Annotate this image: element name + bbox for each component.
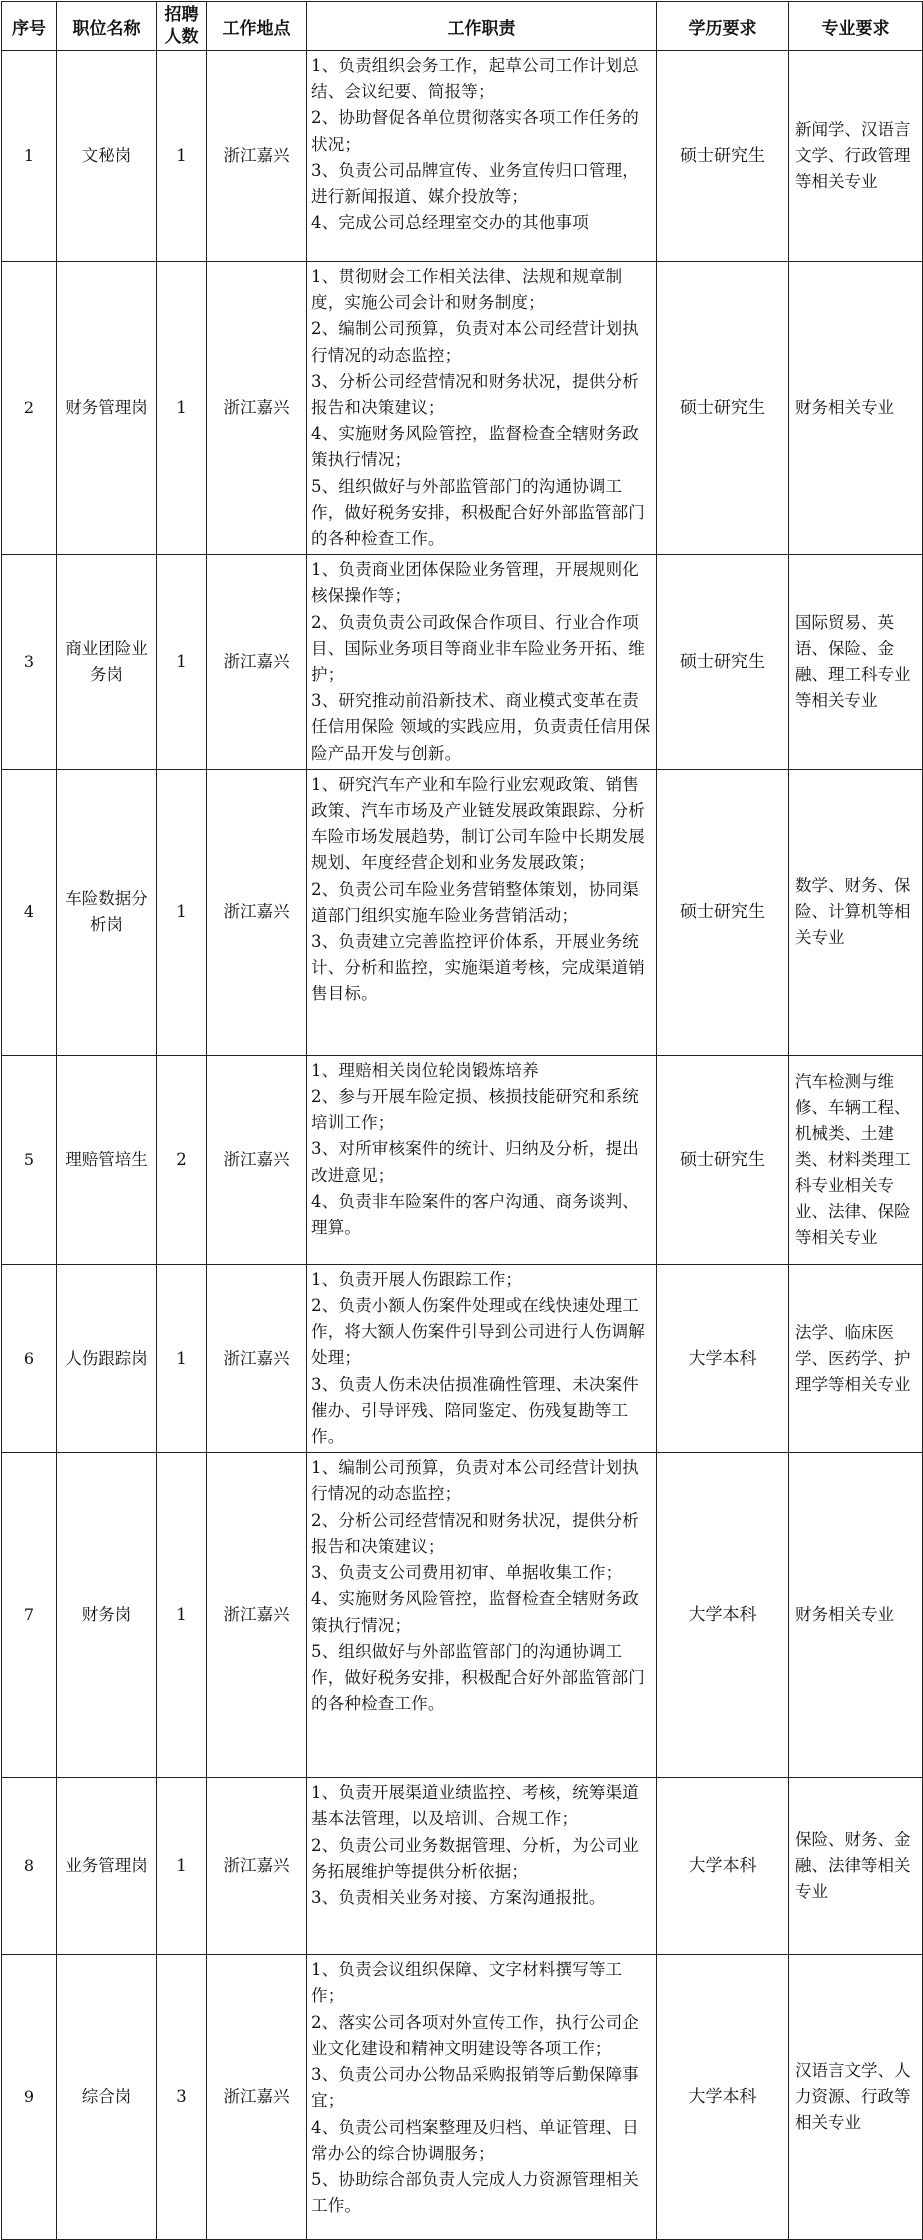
header-position: 职位名称 <box>57 2 157 51</box>
cell-major: 数学、财务、保险、计算机等相关专业 <box>789 769 923 1055</box>
cell-major: 财务相关专业 <box>789 262 923 555</box>
cell-education: 硕士研究生 <box>657 769 789 1055</box>
header-count: 招聘人数 <box>157 2 207 51</box>
table-row <box>2 769 923 1055</box>
cell-location: 浙江嘉兴 <box>207 51 307 262</box>
cell-education: 大学本科 <box>657 1453 789 1778</box>
duties-text: 1、负责开展渠道业绩监控、考核，统筹渠道基本法管理，以及培训、合规工作； 2、负责公司业务数据管理、分析，为公司业务拓展维护等提供分析依据； 3、负责相关业务对接、方案沟通报批。 <box>311 1783 639 1908</box>
cell-duties <box>307 262 657 555</box>
duties-text: 1、负责会议组织保障、文字材料撰写等工作； 2、落实公司各项对外宣传工作，执行公司企业文化建设和精神文明建设等各项工作； 3、负责公司办公物品采购报销等后勤保障事宜； 4、负责公司档案整理及归档、单证管理、日常办公的综合协调服务； 5、协助综合部负责人完成人力资源管理相关工作。 <box>311 1960 639 2216</box>
cell-count: 1 <box>157 769 207 1055</box>
cell-position: 文秘岗 <box>57 51 157 262</box>
cell-count: 1 <box>157 555 207 770</box>
cell-major: 财务相关专业 <box>789 1453 923 1778</box>
cell-education: 大学本科 <box>657 1264 789 1452</box>
cell-seq: 7 <box>2 1453 57 1778</box>
cell-major: 汉语言文学、人力资源、行政等相关专业 <box>789 1955 923 2240</box>
cell-duties <box>307 51 657 262</box>
cell-duties <box>307 555 657 770</box>
cell-seq: 9 <box>2 1955 57 2240</box>
duties-text: 1、负责商业团体保险业务管理，开展规则化核保操作等； 2、负责负责公司政保合作项目、行业合作项目、国际业务项目等商业非车险业务开拓、维护； 3、研究推动前沿新技术、商业模式变革在责任信用保险 领域的实践应用，负责责任信用保险产品开发与创新。 <box>311 560 651 763</box>
cell-location: 浙江嘉兴 <box>207 262 307 555</box>
cell-count: 1 <box>157 51 207 262</box>
cell-major: 新闻学、汉语言文学、行政管理等相关专业 <box>789 51 923 262</box>
cell-count: 1 <box>157 262 207 555</box>
recruitment-table <box>1 1 923 2240</box>
cell-seq: 8 <box>2 1778 57 1955</box>
cell-duties <box>307 1055 657 1264</box>
cell-seq: 6 <box>2 1264 57 1452</box>
duties-text: 1、编制公司预算，负责对本公司经营计划执行情况的动态监控； 2、分析公司经营情况和财务状况，提供分析报告和决策建议； 3、负责支公司费用初审、单据收集工作； 4、实施财务风险管控，监督检查全辖财务政策执行情况； 5、组织做好与外部监管部门的沟通协调工作，做好税务安排，积极配合好外部监管部门的各种检查工作。 <box>311 1458 645 1714</box>
table-row <box>2 1955 923 2240</box>
cell-count: 2 <box>157 1055 207 1264</box>
duties-text: 1、贯彻财会工作相关法律、法规和规章制度，实施公司会计和财务制度； 2、编制公司预算，负责对本公司经营计划执行情况的动态监控； 3、分析公司经营情况和财务状况，提供分析报告和决策建议； 4、实施财务风险管控，监督检查全辖财务政策执行情况； 5、组织做好与外部监管部门的沟通协调工作，做好税务安排，积极配合好外部监管部门的各种检查工作。 <box>311 267 645 549</box>
cell-location: 浙江嘉兴 <box>207 1778 307 1955</box>
table-row <box>2 555 923 770</box>
cell-location: 浙江嘉兴 <box>207 769 307 1055</box>
header-duties: 工作职责 <box>307 2 657 51</box>
cell-position: 人伤跟踪岗 <box>57 1264 157 1452</box>
cell-major: 汽车检测与维修、车辆工程、机械类、土建类、材料类理工科专业相关专业、法律、保险等相关专业 <box>789 1055 923 1264</box>
cell-count: 1 <box>157 1778 207 1955</box>
cell-location: 浙江嘉兴 <box>207 1264 307 1452</box>
cell-education: 大学本科 <box>657 1778 789 1955</box>
cell-position: 综合岗 <box>57 1955 157 2240</box>
cell-education: 硕士研究生 <box>657 51 789 262</box>
duties-text: 1、理赔相关岗位轮岗锻炼培养 2、参与开展车险定损、核损技能研究和系统培训工作； 3、对所审核案件的统计、归纳及分析，提出改进意见； 4、负责非车险案件的客户沟通、商务谈判、理算。 <box>311 1060 639 1238</box>
cell-location: 浙江嘉兴 <box>207 555 307 770</box>
cell-education: 硕士研究生 <box>657 1055 789 1264</box>
cell-count: 1 <box>157 1453 207 1778</box>
cell-duties <box>307 769 657 1055</box>
cell-position: 业务管理岗 <box>57 1778 157 1955</box>
cell-count: 1 <box>157 1264 207 1452</box>
cell-position: 财务岗 <box>57 1453 157 1778</box>
cell-location: 浙江嘉兴 <box>207 1453 307 1778</box>
cell-education: 硕士研究生 <box>657 262 789 555</box>
cell-location: 浙江嘉兴 <box>207 1955 307 2240</box>
table-row <box>2 1778 923 1955</box>
header-row <box>2 2 923 51</box>
duties-text: 1、研究汽车产业和车险行业宏观政策、销售政策、汽车市场及产业链发展政策跟踪、分析车险市场发展趋势，制订公司车险中长期发展规划、年度经营企划和业务发展政策； 2、负责公司车险业务营销整体策划，协同渠道部门组织实施车险业务营销活动； 3、负责建立完善监控评价体系，开展业务统计、分析和监控，实施渠道考核，完成渠道销售目标。 <box>311 774 645 1004</box>
cell-major: 保险、财务、金融、法律等相关专业 <box>789 1778 923 1955</box>
cell-seq: 3 <box>2 555 57 770</box>
cell-education: 大学本科 <box>657 1955 789 2240</box>
cell-duties <box>307 1453 657 1778</box>
cell-seq: 1 <box>2 51 57 262</box>
cell-seq: 4 <box>2 769 57 1055</box>
cell-count: 3 <box>157 1955 207 2240</box>
table-row <box>2 262 923 555</box>
table-row <box>2 1055 923 1264</box>
table-row <box>2 1264 923 1452</box>
cell-major: 法学、临床医学、医药学、护理学等相关专业 <box>789 1264 923 1452</box>
cell-position: 理赔管培生 <box>57 1055 157 1264</box>
duties-text: 1、负责开展人伤跟踪工作； 2、负责小额人伤案件处理或在线快速处理工作，将大额人伤案件引导到公司进行人伤调解处理； 3、负责人伤未决估损准确性管理、未决案件催办、引导评残、陪同鉴定、伤残复勘等工作。 <box>311 1269 645 1447</box>
cell-duties <box>307 1955 657 2240</box>
cell-position: 财务管理岗 <box>57 262 157 555</box>
header-major: 专业要求 <box>789 2 923 51</box>
cell-education: 硕士研究生 <box>657 555 789 770</box>
cell-location: 浙江嘉兴 <box>207 1055 307 1264</box>
cell-seq: 5 <box>2 1055 57 1264</box>
table-row <box>2 51 923 262</box>
cell-position: 商业团险业务岗 <box>57 555 157 770</box>
cell-seq: 2 <box>2 262 57 555</box>
header-seq: 序号 <box>2 2 57 51</box>
cell-duties <box>307 1778 657 1955</box>
duties-text: 1、负责组织会务工作，起草公司工作计划总结、会议纪要、简报等； 2、协助督促各单位贯彻落实各项工作任务的状况； 3、负责公司品牌宣传、业务宣传归口管理，进行新闻报道、媒介投放等； 4、完成公司总经理室交办的其他事项 <box>311 56 639 233</box>
cell-position: 车险数据分析岗 <box>57 769 157 1055</box>
cell-major: 国际贸易、英语、保险、金融、理工科专业等相关专业 <box>789 555 923 770</box>
header-location: 工作地点 <box>207 2 307 51</box>
header-education: 学历要求 <box>657 2 789 51</box>
cell-duties <box>307 1264 657 1452</box>
table-row <box>2 1453 923 1778</box>
